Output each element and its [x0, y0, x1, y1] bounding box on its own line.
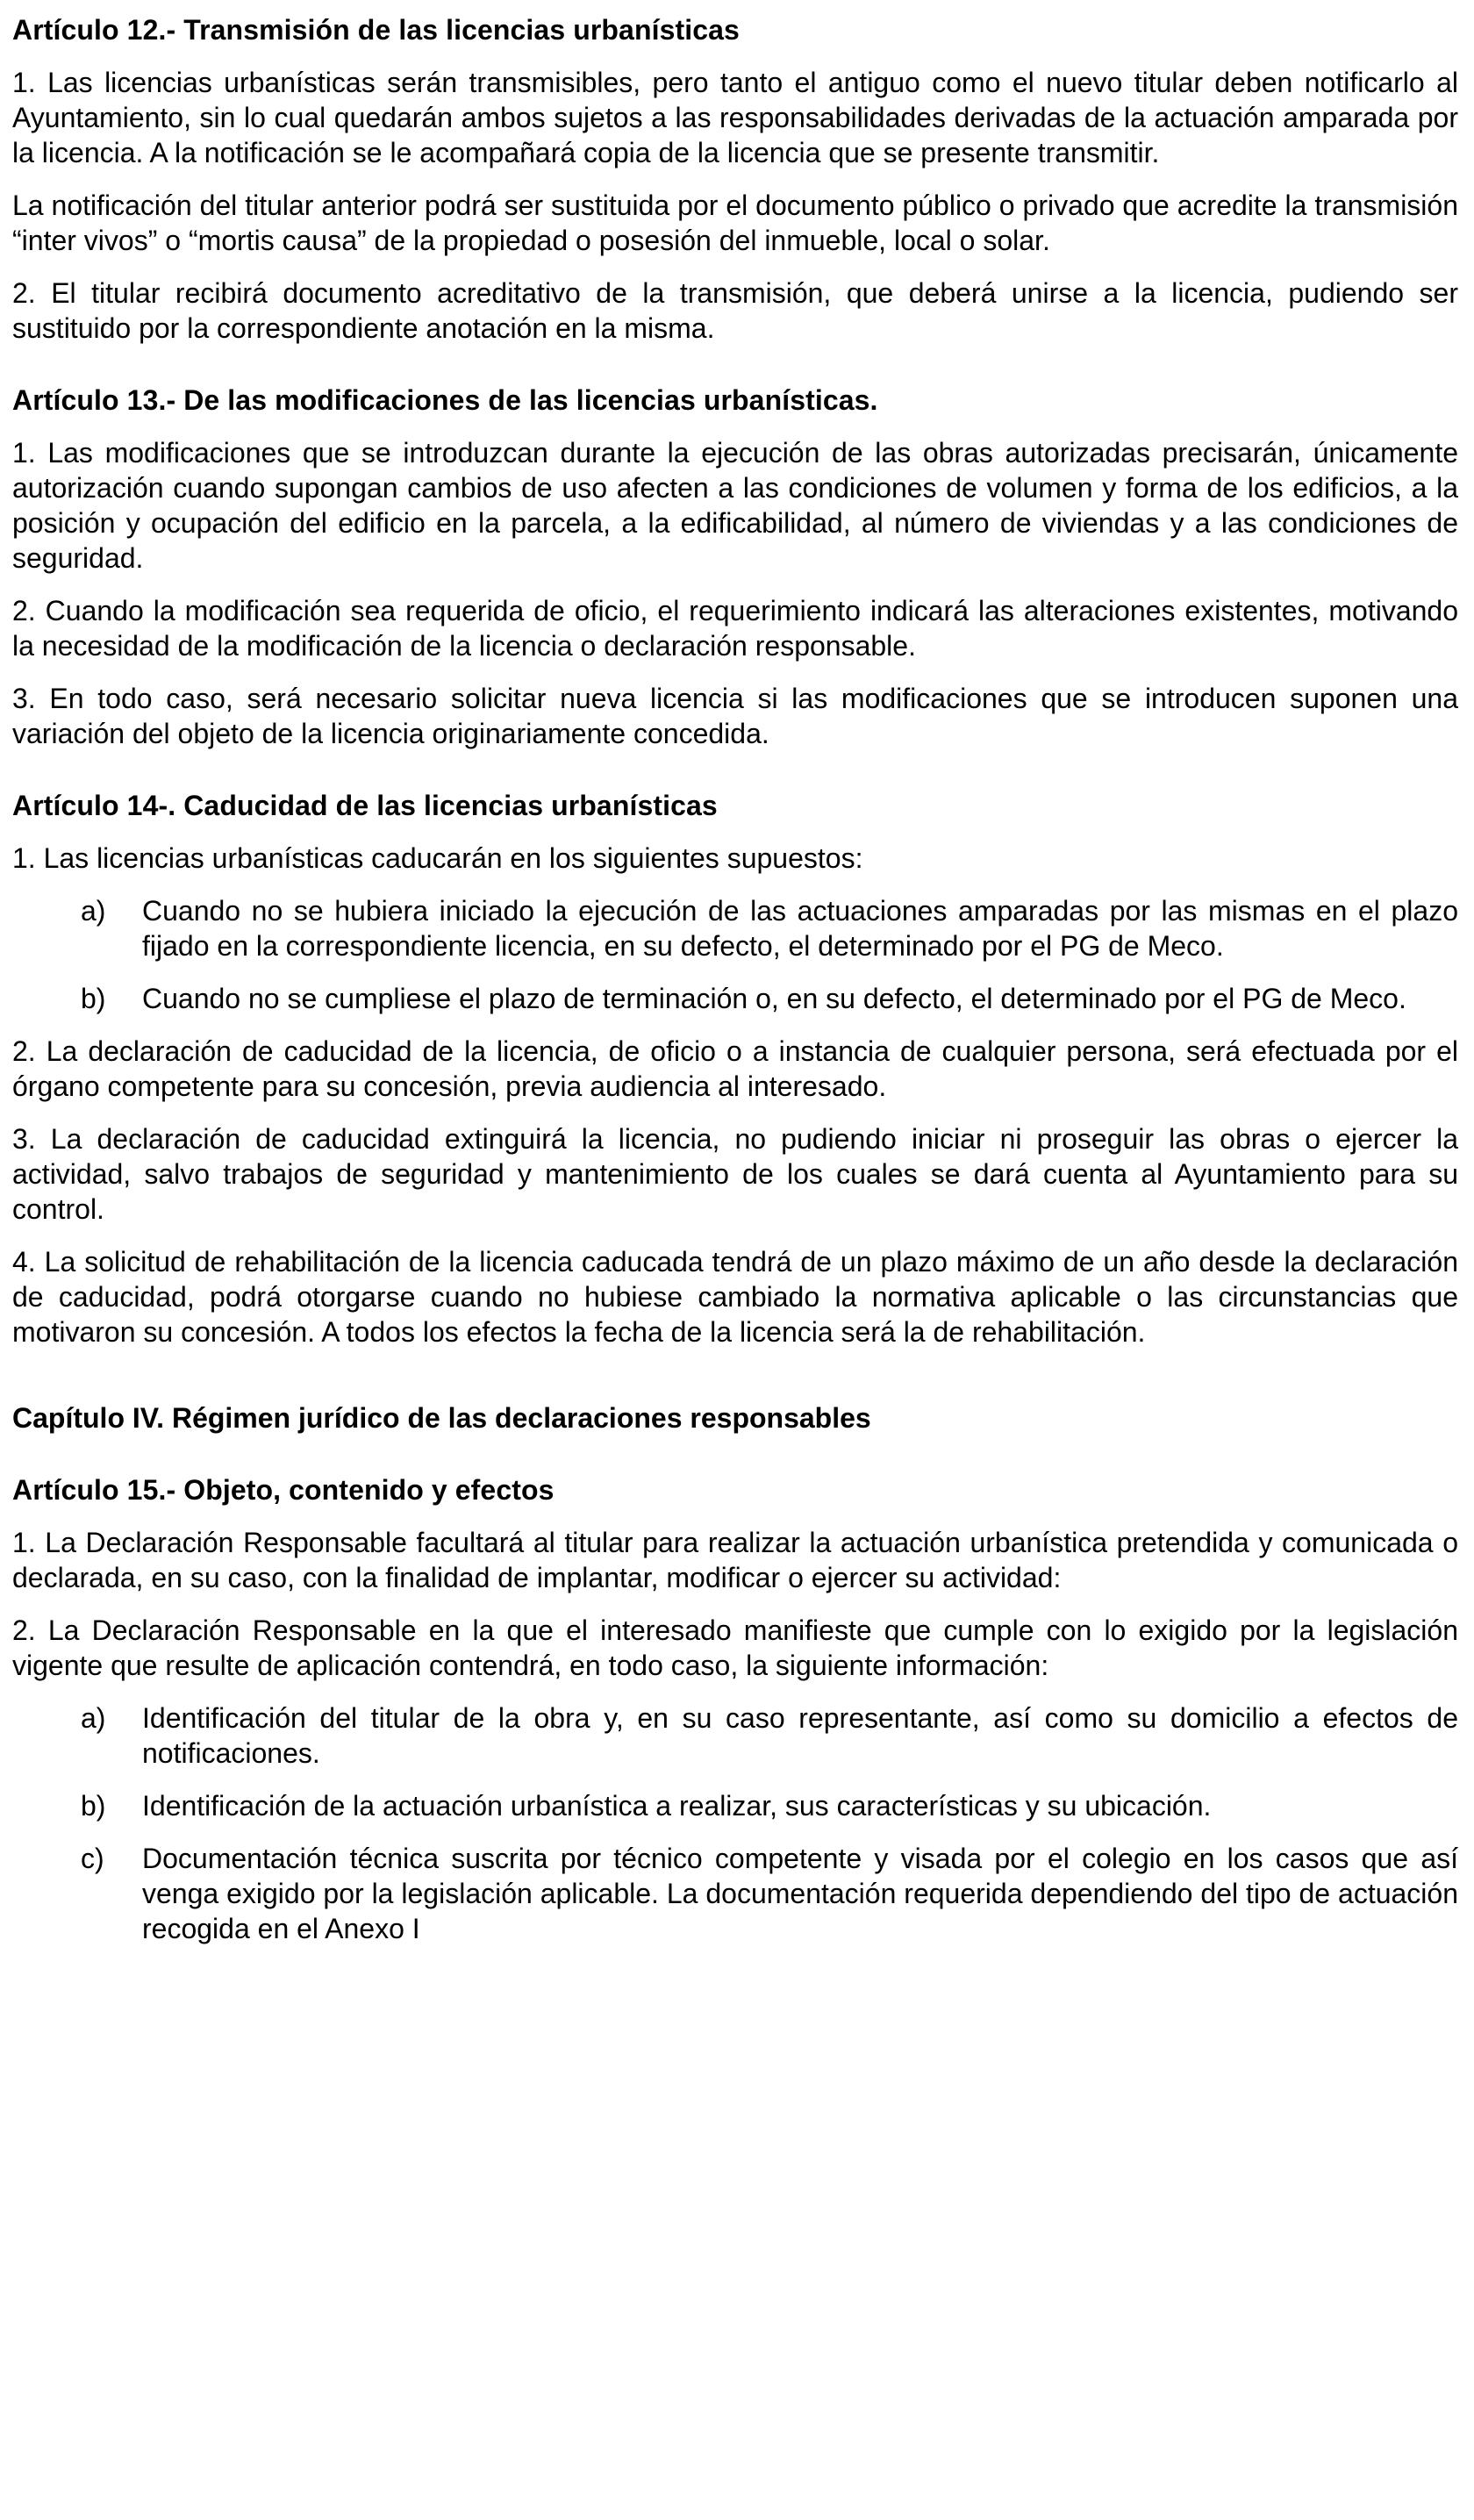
- article-12-paragraph: 2. El titular recibirá documento acreditativo de la transmisión, que deberá unirse a la licencia, pudiendo ser sustituido por la correspondiente anotación en la misma.: [12, 277, 1458, 344]
- article-13-title: Artículo 13.- De las modificaciones de las licencias urbanísticas.: [12, 384, 878, 416]
- list-item: [81, 981, 1458, 1016]
- article-14-paragraph: 2. La declaración de caducidad de la licencia, de oficio o a instancia de cualquier persona, será efectuada por el órgano competente para su concesión, previa audiencia al interesado.: [12, 1035, 1458, 1102]
- article-12: [12, 12, 1458, 346]
- article-14-intro: 1. Las licencias urbanísticas caducarán en los siguientes supuestos:: [12, 842, 863, 874]
- article-14-paragraph: 3. La declaración de caducidad extinguirá la licencia, no pudiendo iniciar ni proseguir las obras o ejercer la actividad, salvo trabajos de seguridad y mantenimiento de los cuales se dará cuenta al Ayuntamiento para su control.: [12, 1123, 1458, 1225]
- list-item-marker: a): [81, 1702, 106, 1734]
- list-item-text: Documentación técnica suscrita por técnico competente y visada por el colegio en los casos que así venga exigido por la legislación aplicable. La documentación requerida dependiendo del tipo de actuación recogida en el Anexo I: [142, 1843, 1458, 1944]
- list-item-marker: b): [81, 983, 106, 1014]
- article-14-title: Artículo 14-. Caducidad de las licencias urbanísticas: [12, 790, 718, 821]
- article-15-paragraph: 2. La Declaración Responsable en la que el interesado manifieste que cumple con lo exigido por la legislación vigente que resulte de aplicación contendrá, en todo caso, la siguiente información:: [12, 1614, 1458, 1681]
- article-13: [12, 383, 1458, 751]
- list-item: [81, 1788, 1458, 1823]
- article-13-paragraph: 1. Las modificaciones que se introduzcan durante la ejecución de las obras autorizadas precisarán, únicamente autorización cuando supongan cambios de uso afecten a las condiciones de volumen y forma de los edificios, a la posición y ocupación del edificio en la parcela, a la edificabilidad, al número de viviendas y a las condiciones de seguridad.: [12, 437, 1458, 574]
- list-item-marker: b): [81, 1790, 106, 1822]
- article-14: [12, 788, 1458, 1349]
- article-15-paragraph: 1. La Declaración Responsable facultará al titular para realizar la actuación urbanística pretendida y comunicada o declarada, en su caso, con la finalidad de implantar, modificar o ejercer su actividad:: [12, 1527, 1458, 1593]
- list-item: [81, 1700, 1458, 1771]
- list-item-marker: a): [81, 895, 106, 927]
- list-item-text: Cuando no se cumpliese el plazo de terminación o, en su defecto, el determinado por el PG de Meco.: [142, 983, 1406, 1014]
- article-14-list: [12, 893, 1458, 1016]
- article-12-paragraph: 1. Las licencias urbanísticas serán transmisibles, pero tanto el antiguo como el nuevo titular deben notificarlo al Ayuntamiento, sin lo cual quedarán ambos sujetos a las responsabilidades derivadas de la actuación amparada por la licencia. A la notificación se le acompañará copia de la licencia que se presente transmitir.: [12, 67, 1458, 168]
- list-item: [81, 893, 1458, 963]
- article-12-paragraph: La notificación del titular anterior podrá ser sustituida por el documento público o privado que acredite la transmisión “inter vivos” o “mortis causa” de la propiedad o posesión del inmueble, local o solar.: [12, 190, 1458, 256]
- list-item-text: Cuando no se hubiera iniciado la ejecución de las actuaciones amparadas por las mismas en el plazo fijado en la correspondiente licencia, en su defecto, el determinado por el PG de Meco.: [142, 895, 1458, 962]
- article-14-paragraph: 4. La solicitud de rehabilitación de la licencia caducada tendrá de un plazo máximo de un año desde la declaración de caducidad, podrá otorgarse cuando no hubiese cambiado la normativa aplicable o las circunstancias que motivaron su concesión. A todos los efectos la fecha de la licencia será la de rehabilitación.: [12, 1246, 1458, 1348]
- document-body: [12, 12, 1458, 1946]
- article-15-list: [12, 1700, 1458, 1946]
- article-13-paragraph: 2. Cuando la modificación sea requerida de oficio, el requerimiento indicará las alteraciones existentes, motivando la necesidad de la modificación de la licencia o declaración responsable.: [12, 595, 1458, 662]
- article-12-title: Artículo 12.- Transmisión de las licencias urbanísticas: [12, 14, 740, 46]
- chapter-title: Capítulo IV. Régimen jurídico de las declaraciones responsables: [12, 1402, 871, 1434]
- article-15-title: Artículo 15.- Objeto, contenido y efectos: [12, 1474, 555, 1506]
- list-item-text: Identificación de la actuación urbanística a realizar, sus características y su ubicación.: [142, 1790, 1212, 1822]
- list-item: [81, 1841, 1458, 1946]
- article-15: [12, 1472, 1458, 1946]
- list-item-marker: c): [81, 1843, 104, 1874]
- list-item-text: Identificación del titular de la obra y, en su caso representante, así como su domicilio a efectos de notificaciones.: [142, 1702, 1458, 1769]
- article-13-paragraph: 3. En todo caso, será necesario solicitar nueva licencia si las modificaciones que se introducen suponen una variación del objeto de la licencia originariamente concedida.: [12, 683, 1458, 749]
